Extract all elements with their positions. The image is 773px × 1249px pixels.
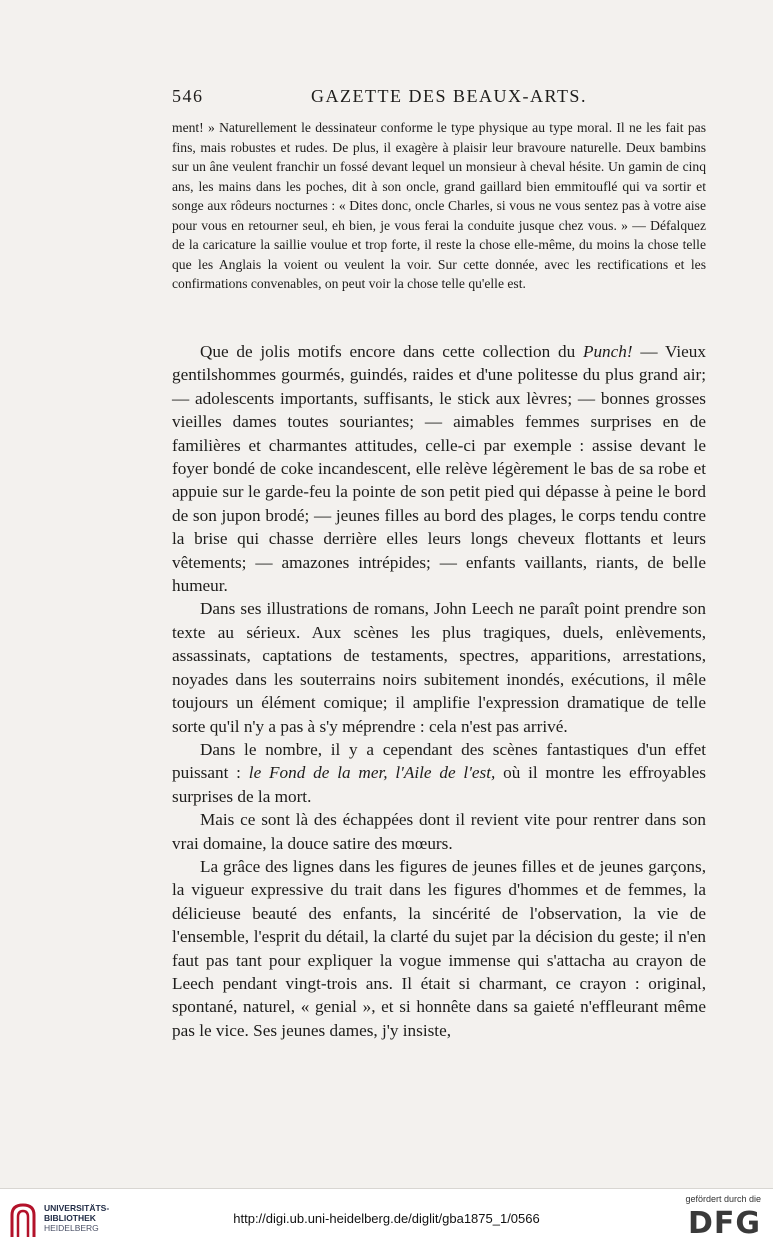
paragraph-3 <box>172 738 706 808</box>
p1-text-a: Que de jolis motifs encore dans cette collection du <box>200 342 583 361</box>
library-line-3: HEIDELBERG <box>44 1223 99 1233</box>
library-line-2: BIBLIOTHEK <box>44 1213 96 1223</box>
running-title: GAZETTE DES BEAUX-ARTS. <box>311 86 587 106</box>
p3-text-b: où il montre les effroyables surprises de la mort. <box>172 763 706 806</box>
page-number: 546 <box>172 86 204 106</box>
p1-text-b: — Vieux gentilshommes gourmés, guindés, raides et d'une politesse du plus grand air; — adolescents importants, suffisants, le stick aux lèvres; — bonnes grosses vieilles dames toutes souriantes; — aimables femmes surprises en de familières et charmantes attitudes, celle-ci par exemple : assise devant le foyer bondé de coke incandescent, elle relève légèrement le bas de sa robe et appuie sur le garde-feu la pointe de son petit pied qui dépasse à peine le bord de son jupon brodé; — jeunes filles au bord des plages, le corps tendu contre la brise qui chasse derrière elles leurs longs cheveux flottants et leurs vêtements; — amazones intrépides; — enfants vaillants, riants, de belle humeur. <box>172 342 706 596</box>
viewer-footer <box>0 1188 773 1249</box>
p3-italic: le Fond de la mer, l'Aile de l'est, <box>248 763 496 783</box>
dfg-logo: DFG <box>687 1206 761 1241</box>
p3-text-a: Dans le nombre, il y a cependant des scènes fantastiques d'un effet puissant : <box>172 739 706 783</box>
paragraph-5: La grâce des lignes dans les figures de jeunes filles et de jeunes garçons, la vigueur expressive du trait dans les figures d'hommes et de femmes, la délicieuse beauté des enfants, la sincérité de l'observation, la vie de l'ensemble, l'esprit du détail, la clarté du sujet par la décision du geste; il n'en faut pas tant pour expliquer la vogue immense qui s'attacha au crayon de Leech pendant vingt-trois ans. Il était si charmant, ce crayon : original, spontané, naturel, « genial », et si honnête dans sa gaieté n'effleurant même pas le vice. Ses jeunes dames, j'y insiste, <box>172 856 706 1040</box>
note-paragraph: ment! » Naturellement le dessinateur conforme le type physique au type moral. Il ne les fait pas fins, mais robustes et rudes. De plus, il exagère à plaisir leur bravoure naturelle. Deux bambins sur un âne veulent franchir un fossé devant lequel un monsieur à cheval hésite. Un gamin de cinq ans, les mains dans les poches, dit à son oncle, grand gaillard bien emmitouflé qui va sortir et songe aux rôdeurs nocturnes : « Dites donc, oncle Charles, si vous ne vous sentez pas à votre aise pour vous en retourner seul, eh bien, je vous ferai la conduite jusque chez vous. » — Défalquez de la caricature la saillie voulue et trop forte, il reste la chose elle-même, du moins la chose telle que les Anglais la voient ou veulent la voir. Sur cette donnée, avec les rectifications et les confirmations convenables, on peut voir la chose telle qu'elle est. <box>172 120 706 291</box>
source-url-link[interactable]: http://digi.ub.uni-heidelberg.de/diglit/gba1875_1/0566 <box>233 1211 540 1226</box>
paragraph-1 <box>172 340 706 597</box>
main-text <box>172 340 706 1042</box>
library-line-1: UNIVERSITÄTS- <box>44 1203 110 1213</box>
footnote-block <box>172 118 706 294</box>
running-header <box>172 86 706 110</box>
paragraph-4: Mais ce sont là des échappées dont il revient vite pour rentrer dans son vrai domaine, la douce satire des mœurs. <box>172 810 706 853</box>
p1-italic: Punch! <box>582 342 633 361</box>
paragraph-2: Dans ses illustrations de romans, John Leech ne paraît point prendre son texte au sérieux. Aux scènes les plus tragiques, duels, enlèvements, assassinats, captations de testaments, spectres, apparitions, arrestations, noyades dans les souterrains noirs subitement inondés, exécutions, il mêle toujours un élément comique; il amplifie l'expression dramatique de telle sorte qu'il n'y a pas à s'y méprendre : cela n'est pas arrivé. <box>172 599 706 736</box>
funder-caption: gefördert durch die <box>685 1194 761 1204</box>
